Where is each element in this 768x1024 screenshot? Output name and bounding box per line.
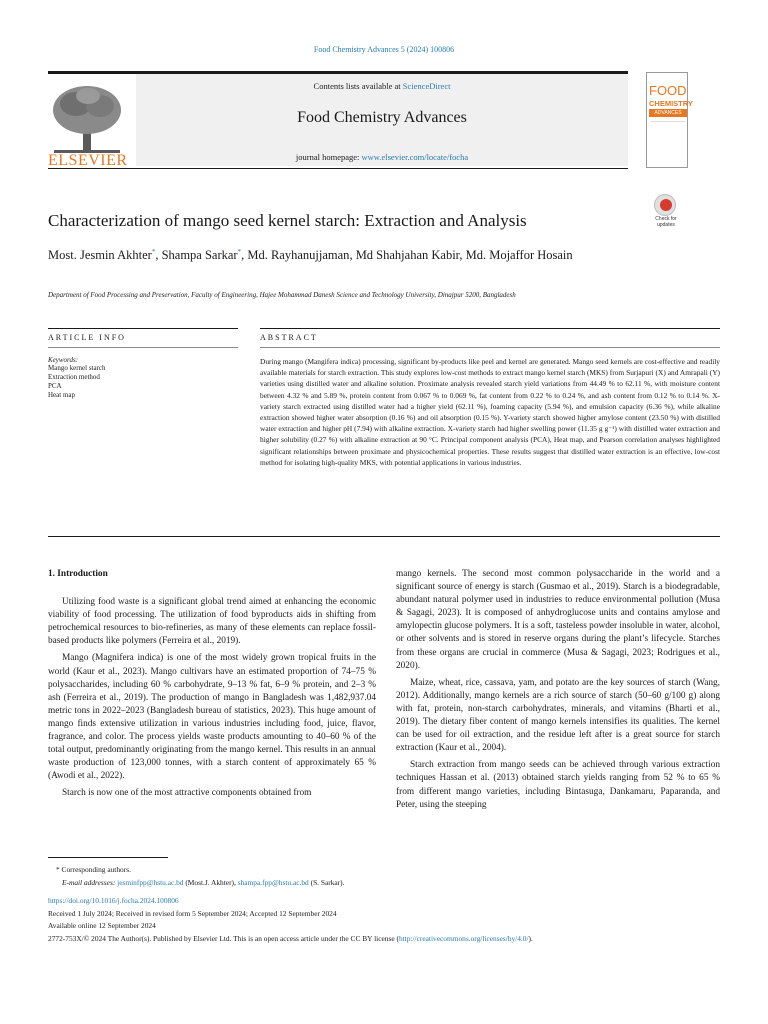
available-online: Available online 12 September 2024 [48,921,156,930]
journal-masthead [48,71,628,169]
cover-food-text: FOOD [649,83,687,98]
body-column-right [396,568,720,816]
body-paragraph: Mango (Magnifera indica) is one of the most widely grown tropical fruits in the world (Kaur et al., 2023). Mango cultivars have an estimated proportion of 74–75 % polysaccharides, including 60 % carbohydrate, 9–13 % fat, 6–9 % protein, and 2–3 % ash (Ferreira et al., 2019). The production of mango in Bangladesh was 1,482,937.04 metric tons in 2022–2023 (Bangladesh bureau of statistics, 2023). This huge amount of mango finds extensive utilization in various industries including food, juice, flavor, fragrance, and color. The process yields waste products amounting to 40–60 % of the total output, predominantly originating from the mango kernel. This results in an annual waste production of 123,000 tonnes, with a starch content of approximately 65 % (Awodi et al., 2022). [48,653,376,782]
info-divider [48,328,238,329]
body-paragraph: Utilizing food waste is a significant global trend aimed at enhancing the economic viability of food processing. The utilization of food byproducts aids in shifting from petrochemical resources to bio-refineries, as many of these elements can replace fossil-based products like polymers (Ferreira et al., 2019). [48,597,376,647]
journal-title: Food Chemistry Advances [297,109,467,126]
cover-decoration [651,121,685,141]
corresponding-author-mark[interactable]: * [151,248,156,256]
email-label: E-mail addresses: [62,877,118,887]
contents-prefix: Contents lists available at [313,81,403,91]
elsevier-wordmark: ELSEVIER [48,152,128,169]
sciencedirect-link[interactable]: ScienceDirect [402,81,451,91]
abstract-divider [260,328,720,329]
footnotes [48,864,728,945]
abstract [260,333,720,468]
email-link[interactable]: shampa.fpp@hstu.ac.bd [237,877,309,887]
correspondence-note: * Corresponding authors. [56,865,131,874]
corresponding-author-mark[interactable]: * [237,248,242,256]
check-for-updates-button[interactable] [646,194,686,232]
article-title: Characterization of mango seed kernel starch: Extraction and Analysis [48,211,527,230]
keyword[interactable]: Extraction method [48,373,100,381]
license-suffix: ). [528,933,533,943]
header-banner [136,74,628,166]
license-link[interactable]: http://creativecommons.org/licenses/by/4.0/ [398,933,529,943]
keywords-label: Keywords: [48,356,79,364]
body-paragraph: mango kernels. The second most common polysaccharide in the world and a significant source of energy is starch (Gusmao et al., 2019). Starch is a biodegradable, abundant natural polymer used in industries to reduce environmental pollution (Musa & Sagagi, 2023). It is composed of anhydroglucose units and contains amylose and amylopectin glucose polymers. It is a soft, tasteless powder insoluble in water, alcohol, or other solvents and is stored in reserve organs during the plant’s lifecycle. Starches from these organs are crucial in commerce (Musa & Sagagi, 2023; Rodrigues et al., 2020). [396,569,720,671]
keyword[interactable]: PCA [48,382,62,390]
check-updates-label: Check for updates [655,216,677,228]
license-text: 2772-753X/© 2024 The Author(s). Published by Elsevier Ltd. This is an open access article under the CC BY license ( [48,933,399,943]
body-paragraph: Starch extraction from mango seeds can be achieved through various extraction techniques Hassan et al. (2013) obtained starch yields ranging from 52 % to 65 % from different mango varieties, including Bintasuga, Dankamaru, Paparanda, and Peter, using the steeping [396,760,720,810]
doi-link[interactable]: https://doi.org/10.1016/j.focha.2024.100806 [48,896,179,905]
license-line [48,933,728,946]
author-name[interactable]: Shampa Sarkar [161,248,238,263]
abstract-text: During mango (Mangifera indica) processing, significant by-products like peel and kernel are generated. Mango seed kernels are cost-effective and readily available materials for starch extraction. This study explores low-cost methods to extract mango kernel starch (MKS) from Surjapuri (X) and Amrapali (Y) varieties using distilled water and alkaline solution. Proximate analysis revealed starch yield variations from 44.49 % to 62.11 %, with moisture content between 4.32 % and 5.89 %, protein content from 0.067 % to 0.069 %, fat content from 0.22 % to 0.24 %, and ash content from 0.12 % to 0.14 %. X-variety starch extracted using distilled water had a higher yield (62.11 %), foaming capacity (5.94 %), and emulsion capacity (6.36 %), while alkaline extraction showed higher water absorption (0.16 %) and oil absorption (0.15 %). Y-variety starch showed higher amylose content (23.50 %) with distilled water extraction and higher pH (7.94) with alkaline extraction. X-variety starch had higher swelling power (11.35 g g⁻¹) with distilled water extraction and higher solubility (0.27 %) with alkaline extraction at 90 °C. Principal component analysis (PCA), Heat map, and Pearson correlation analyses highlighted significant relationships between proximate and physicochemical properties. These results suggest that distilled water extraction is an effective, low-cost method for isolating high-quality MKS, with potential applications in various industries. [260,357,720,467]
article-info [48,333,238,400]
email-link[interactable]: jesminfpp@hstu.ac.bd [117,877,184,887]
journal-citation[interactable]: Food Chemistry Advances 5 (2024) 100806 [313,45,455,54]
cover-advances-text: ADVANCES [649,109,687,117]
keyword[interactable]: Mango kernel starch [48,364,106,372]
cover-chemistry-text: CHEMISTRY [649,99,693,108]
email-owner: (Most.J. Akhter), [183,877,238,887]
author-name[interactable]: Md. Mojaffor Hosain [465,248,573,263]
article-info-heading: ARTICLE INFO [48,333,126,342]
contents-line [136,81,628,91]
homepage-prefix: journal homepage: [295,152,362,162]
author-name[interactable]: Md. Rayhanujjaman [247,248,350,263]
journal-homepage-link[interactable]: www.elsevier.com/locate/focha [361,152,469,162]
section-heading-introduction: 1. Introduction [48,569,108,579]
author-affiliation: Department of Food Processing and Preservation, Faculty of Engineering, Hajee Mohammad Danesh Science and Technology University, Dinajpur 5200, Bangladesh [48,291,516,299]
abstract-heading: ABSTRACT [260,333,318,342]
keyword[interactable]: Heat map [48,391,76,399]
body-column-left [48,568,376,805]
body-paragraph: Starch is now one of the most attractive components obtained from [62,788,312,799]
author-name[interactable]: Md Shahjahan Kabir [355,248,460,263]
author-name[interactable]: Most. Jesmin Akhter [48,248,152,263]
footnote-rule [48,857,168,858]
check-updates-icon [654,194,676,216]
received-dates: Received 1 July 2024; Received in revised form 5 September 2024; Accepted 12 September 2024 [48,908,337,918]
body-paragraph: Maize, wheat, rice, cassava, yam, and potato are the key sources of starch (Wang, 2012). Additionally, mango kernels are a rich source of starch (50–60 g/100 g) along with fat, protein, non-starch carbohydrates, minerals, and vitamins (Bharti et al., 2019). The dietary fiber content of mango kernels intensifies its qualities. The kernel can be used for oil extraction, and the residue left after is a great source for starch extraction (Kaur et al., 2004). [396,677,720,754]
email-line [48,877,728,890]
email-owner: (S. Sarkar). [308,877,345,887]
author-list: Most. Jesmin Akhter*, Shampa Sarkar*, Md. Rayhanujjaman, Md Shahjahan Kabir, Md. Mojaffor Hosain [48,248,573,263]
homepage-line [136,152,628,162]
abstract-bottom-rule [48,536,720,537]
journal-cover-image[interactable] [646,72,693,168]
